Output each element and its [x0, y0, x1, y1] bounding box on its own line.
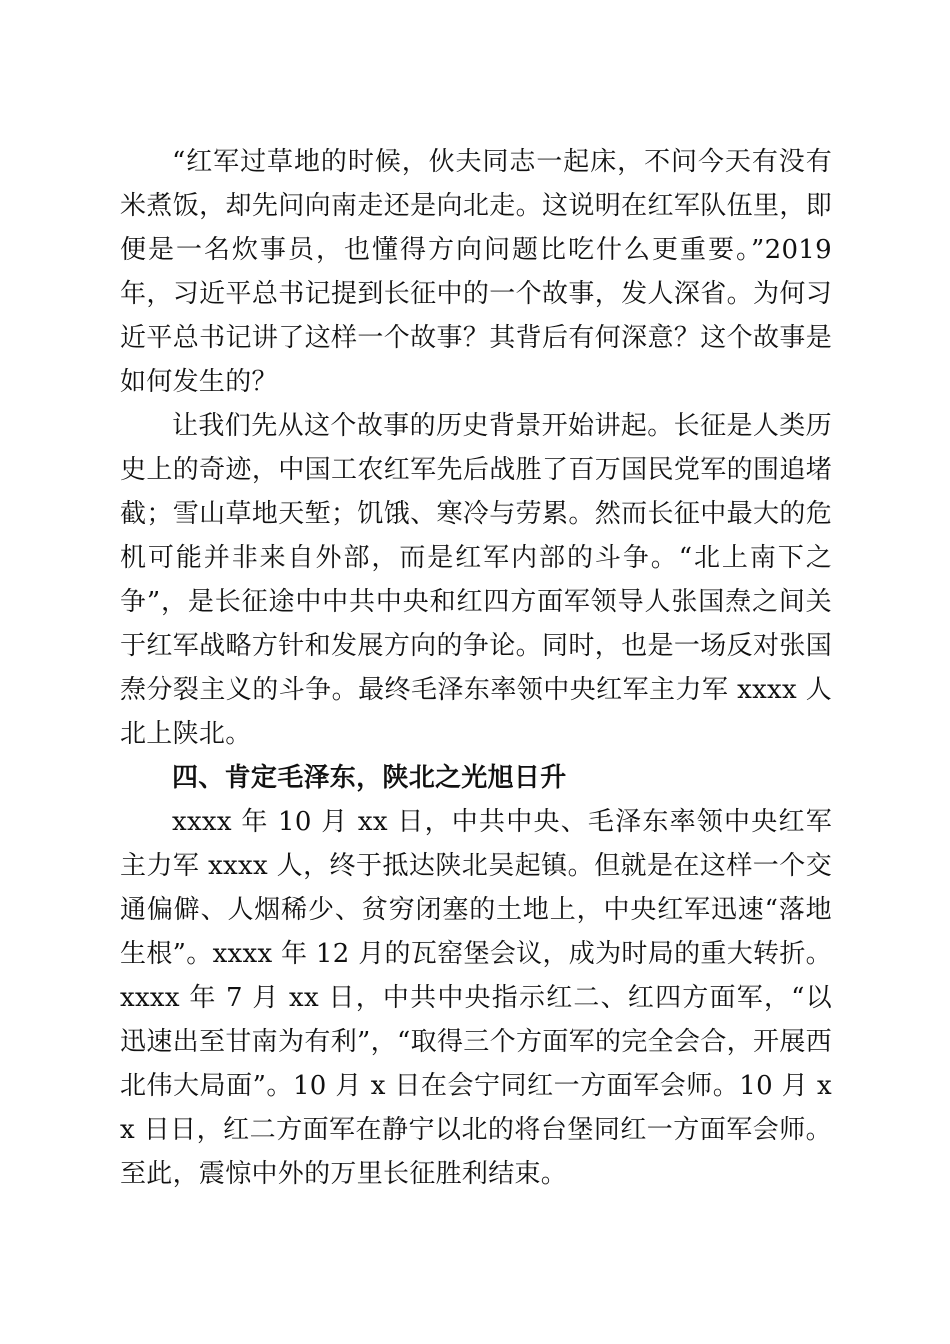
- paragraph-grass-story: “红军过草地的时候，伙夫同志一起床，不问今天有没有米煮饭，却先问向南走还是向北走。这说明在红军队伍里，即便是一名炊事员，也懂得方向问题比吃什么更重要。”2019 年，习近平总书记提到长征中的一个故事，发人深省。为何习近平总书记讲了这样一个故事？其背后有何深意？这个故事是如何发生的？: [120, 147, 832, 397]
- document-page: [120, 140, 832, 1196]
- paragraph-shaanbei: xxxx 年 10 月 xx 日，中共中央、毛泽东率领中央红军主力军 xxxx 人，终于抵达陕北吴起镇。但就是在这样一个交通偏僻、人烟稀少、贫穷闭塞的土地上，中央红军迅速“落地生根”。xxxx 年 12 月的瓦窑堡会议，成为时局的重大转折。xxxx 年 7 月 xx 日，中共中央指示红二、红四方面军，“以迅速出至甘南为有利”，“取得三个方面军的完全会合，开展西北伟大局面”。10 月 x 日在会宁同红一方面军会师。10 月 xx 日日，红二方面军在静宁以北的将台堡同红一方面军会师。至此，震惊中外的万里长征胜利结束。: [120, 807, 832, 1189]
- section-heading: 四、肯定毛泽东，陕北之光旭日升: [172, 763, 567, 793]
- paragraph-historical-background: 让我们先从这个故事的历史背景开始讲起。长征是人类历史上的奇迹，中国工农红军先后战胜了百万国民党军的围追堵截；雪山草地天堑；饥饿、寒冷与劳累。然而长征中最大的危机可能并非来自外部，而是红军内部的斗争。“北上南下之争”，是长征途中中共中央和红四方面军领导人张国焘之间关于红军战略方针和发展方向的争论。同时，也是一场反对张国焘分裂主义的斗争。最终毛泽东率领中央红军主力军 xxxx 人北上陕北。: [120, 411, 832, 749]
